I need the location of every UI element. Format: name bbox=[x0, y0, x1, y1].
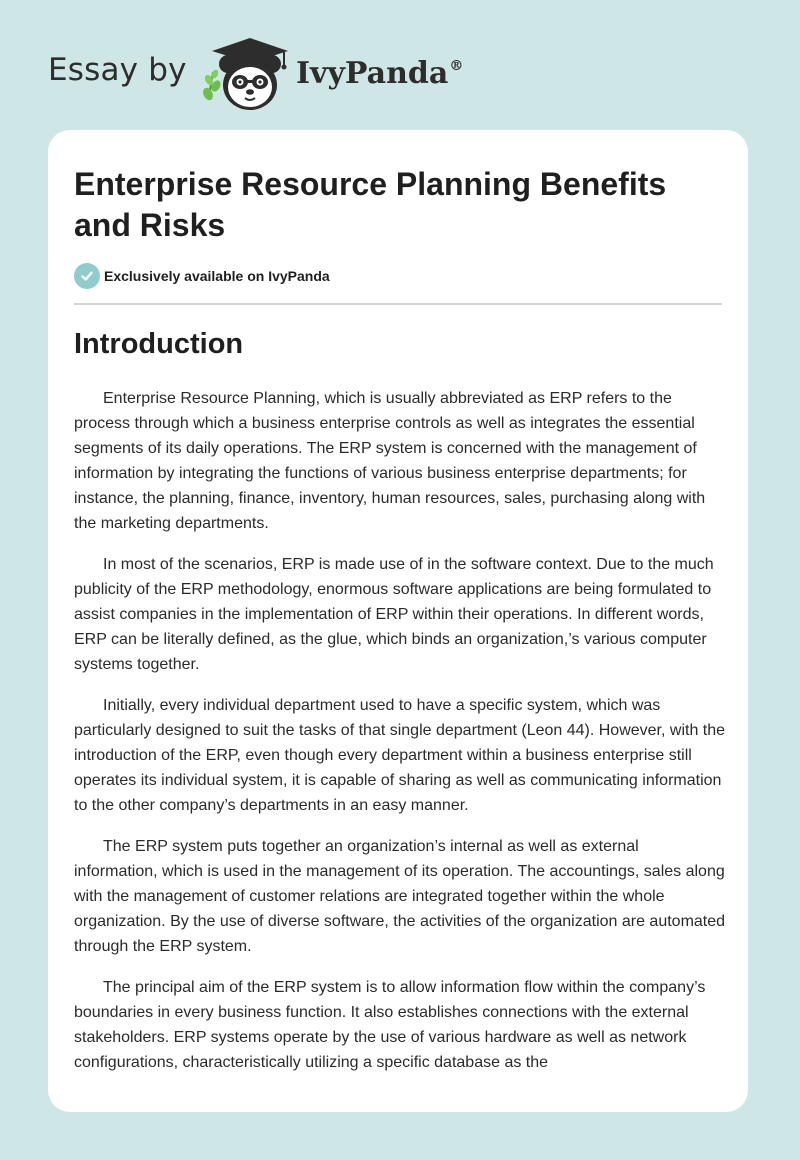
divider bbox=[74, 303, 722, 305]
paragraph: The principal aim of the ERP system is to allow information flow within the company’s boundaries in every business function. It also establishes connections with the external stakeholders. ERP systems operate by the use of various hardware as well as network configurations, characteristically utilizing a specific database as the bbox=[74, 979, 706, 1071]
exclusive-label: Exclusively available on IvyPanda bbox=[104, 268, 330, 284]
essay-body bbox=[74, 386, 726, 1091]
panda-graduate-icon[interactable] bbox=[200, 34, 296, 114]
brand-name[interactable] bbox=[296, 56, 463, 91]
paragraph: Enterprise Resource Planning, which is usually abbreviated as ERP refers to the process through which a business enterprise controls as well as integrates the essential segments of its daily operations. The ERP system is concerned with the management of information by integrating the functions of various business enterprise departments; for instance, the planning, finance, inventory, human resources, sales, purchasing along with the marketing departments. bbox=[74, 390, 706, 532]
essay-card bbox=[48, 130, 748, 1112]
site-header bbox=[48, 30, 648, 114]
essay-title: Enterprise Resource Planning Benefits and Risks bbox=[74, 166, 667, 243]
paragraph: Initially, every individual department used to have a specific system, which was particularly designed to suit the tasks of that single department (Leon 44). However, with the introduction of the ERP, even though every department within a business enterprise still operates its individual system, it is capable of sharing as well as communicating information to the other company’s departments in an easy manner. bbox=[74, 697, 726, 814]
section-heading-introduction: Introduction bbox=[74, 328, 244, 360]
paragraph: In most of the scenarios, ERP is made use of in the software context. Due to the much publicity of the ERP methodology, enormous software applications are being formulated to assist companies in the implementation of ERP within their operations. In different words, ERP can be literally defined, as the glue, which binds an organization,’s various computer systems together. bbox=[74, 556, 714, 673]
essay-by-label: Essay by bbox=[48, 52, 187, 88]
registered-mark: ® bbox=[449, 58, 464, 74]
brand-label: IvyPanda bbox=[296, 56, 449, 91]
check-circle-icon bbox=[74, 263, 100, 289]
exclusive-badge bbox=[74, 263, 330, 289]
paragraph: The ERP system puts together an organization’s internal as well as external information, which is used in the management of its operation. The accountings, sales along with the management of customer relations are integrated together within the whole organization. By the use of diverse software, the activities of the organization are automated through the ERP system. bbox=[74, 838, 726, 955]
